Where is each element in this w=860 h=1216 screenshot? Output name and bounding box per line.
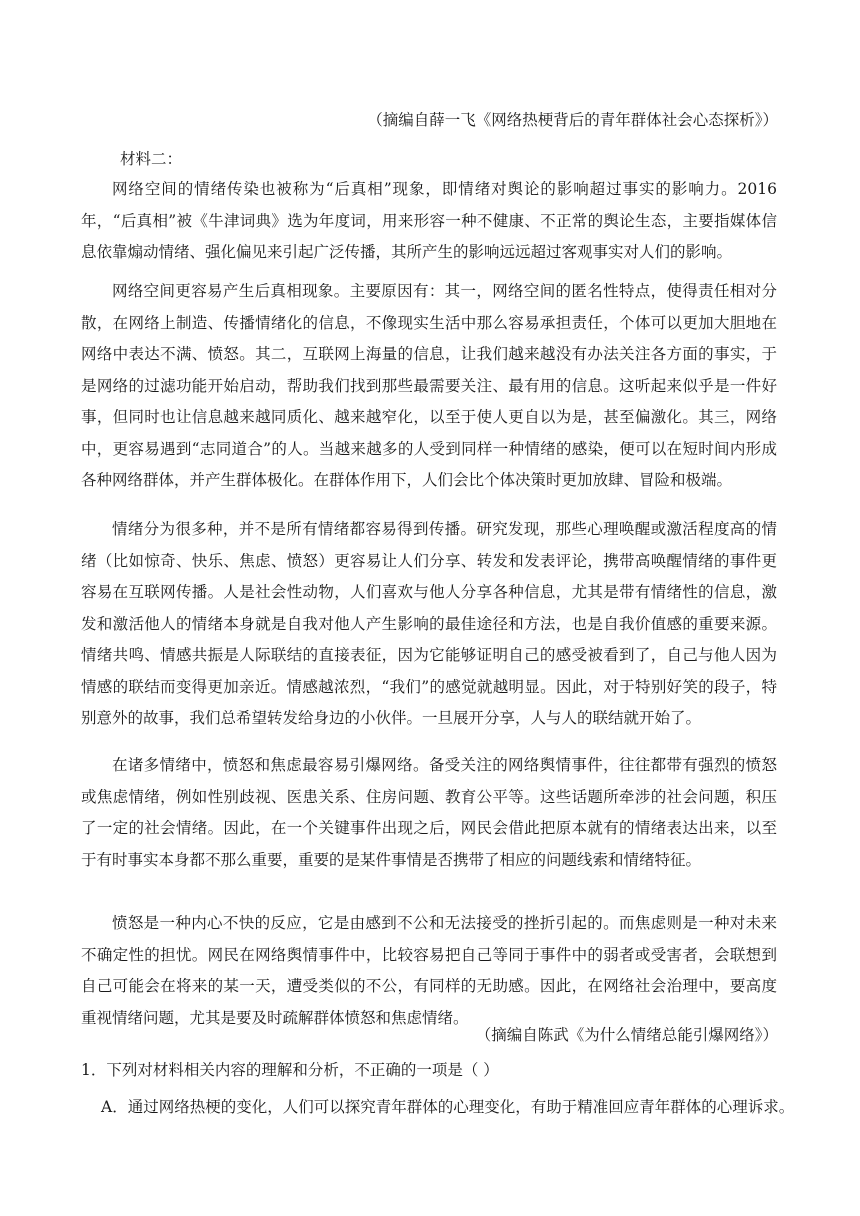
option-a: A．通过网络热梗的变化，人们可以探究青年群体的心理变化，有助于精准回应青年群体的心理诉求。: [101, 1098, 795, 1116]
paragraph-3: 情绪分为很多种，并不是所有情绪都容易得到传播。研究发现，那些心理唤醒或激活程度高的情绪（比如惊奇、快乐、焦虑、愤怒）更容易让人们分享、转发和发表评论，携带高唤醒情绪的事件更容易在互联网传播。人是社会性动物，人们喜欢与他人分享各种信息，尤其是带有情绪性的信息，激发和激活他人的情绪本身就是自我对他人产生影响的最佳途径和方法，也是自我价值感的重要来源。情绪共鸣、情感共振是人际联结的直接表征，因为它能够证明自己的感受被看到了，自己与他人因为情感的联结而变得更加亲近。情感越浓烈，“我们”的感觉就越明显。因此，对于特别好笑的段子，特别意外的故事，我们总希望转发给身边的小伙伴。一旦展开分享，人与人的联结就开始了。: [81, 520, 777, 727]
source-citation-1: （摘编自薛一飞《网络热梗背后的青年群体社会心态探析》）: [367, 111, 778, 129]
paragraph-2: 网络空间更容易产生后真相现象。主要原因有：其一，网络空间的匿名性特点，使得责任相对分散，在网络上制造、传播情绪化的信息，不像现实生活中那么容易承担责任，个体可以更加大胆地在网络中表达不满、愤怒。其二，互联网上海量的信息，让我们越来越没有办法关注各方面的事实，于是网络的过滤功能开始启动，帮助我们找到那些最需要关注、最有用的信息。这听起来似乎是一件好事，但同时也让信息越来越同质化、越来越窄化，以至于使人更自以为是，甚至偏激化。其三，网络中，更容易遇到“志同道合”的人。当越来越多的人受到同样一种情绪的感染，便可以在短时间内形成各种网络群体，并产生群体极化。在群体作用下，人们会比个体决策时更加放肆、冒险和极端。: [81, 282, 777, 489]
paragraph-4: 在诸多情绪中，愤怒和焦虑最容易引爆网络。备受关注的网络舆情事件，往往都带有强烈的愤怒或焦虑情绪，例如性别歧视、医患关系、住房问题、教育公平等。这些话题所牵涉的社会问题，积压了一定的社会情绪。因此，在一个关键事件出现之后，网民会借此把原本就有的情绪表达出来，以至于有时事实本身都不那么重要，重要的是某件事情是否携带了相应的问题线索和情绪特征。: [81, 756, 777, 869]
material-2-heading: 材料二：: [120, 150, 183, 168]
question-1: 1．下列对材料相关内容的理解和分析，不正确的一项是（ ）: [81, 1061, 499, 1079]
paragraph-5: 愤怒是一种内心不快的反应，它是由感到不公和无法接受的挫折引起的。而焦虑则是一种对未来不确定性的担忧。网民在网络舆情事件中，比较容易把自己等同于事件中的弱者或受害者，会联想到自己可能会在将来的某一天，遭受类似的不公，有同样的无助感。因此，在网络社会治理中，要高度重视情绪问题，尤其是要及时疏解群体愤怒和焦虑情绪。: [81, 914, 777, 1027]
source-citation-2: （摘编自陈武《为什么情绪总能引爆网络》）: [475, 1026, 778, 1044]
paragraph-1: 网络空间的情绪传染也被称为“后真相”现象，即情绪对舆论的影响超过事实的影响力。2016年，“后真相”被《牛津词典》选为年度词，用来形容一种不健康、不正常的舆论生态，主要指媒体信息依靠煽动情绪、强化偏见来引起广泛传播，其所产生的影响远远超过客观事实对人们的影响。: [81, 180, 777, 261]
